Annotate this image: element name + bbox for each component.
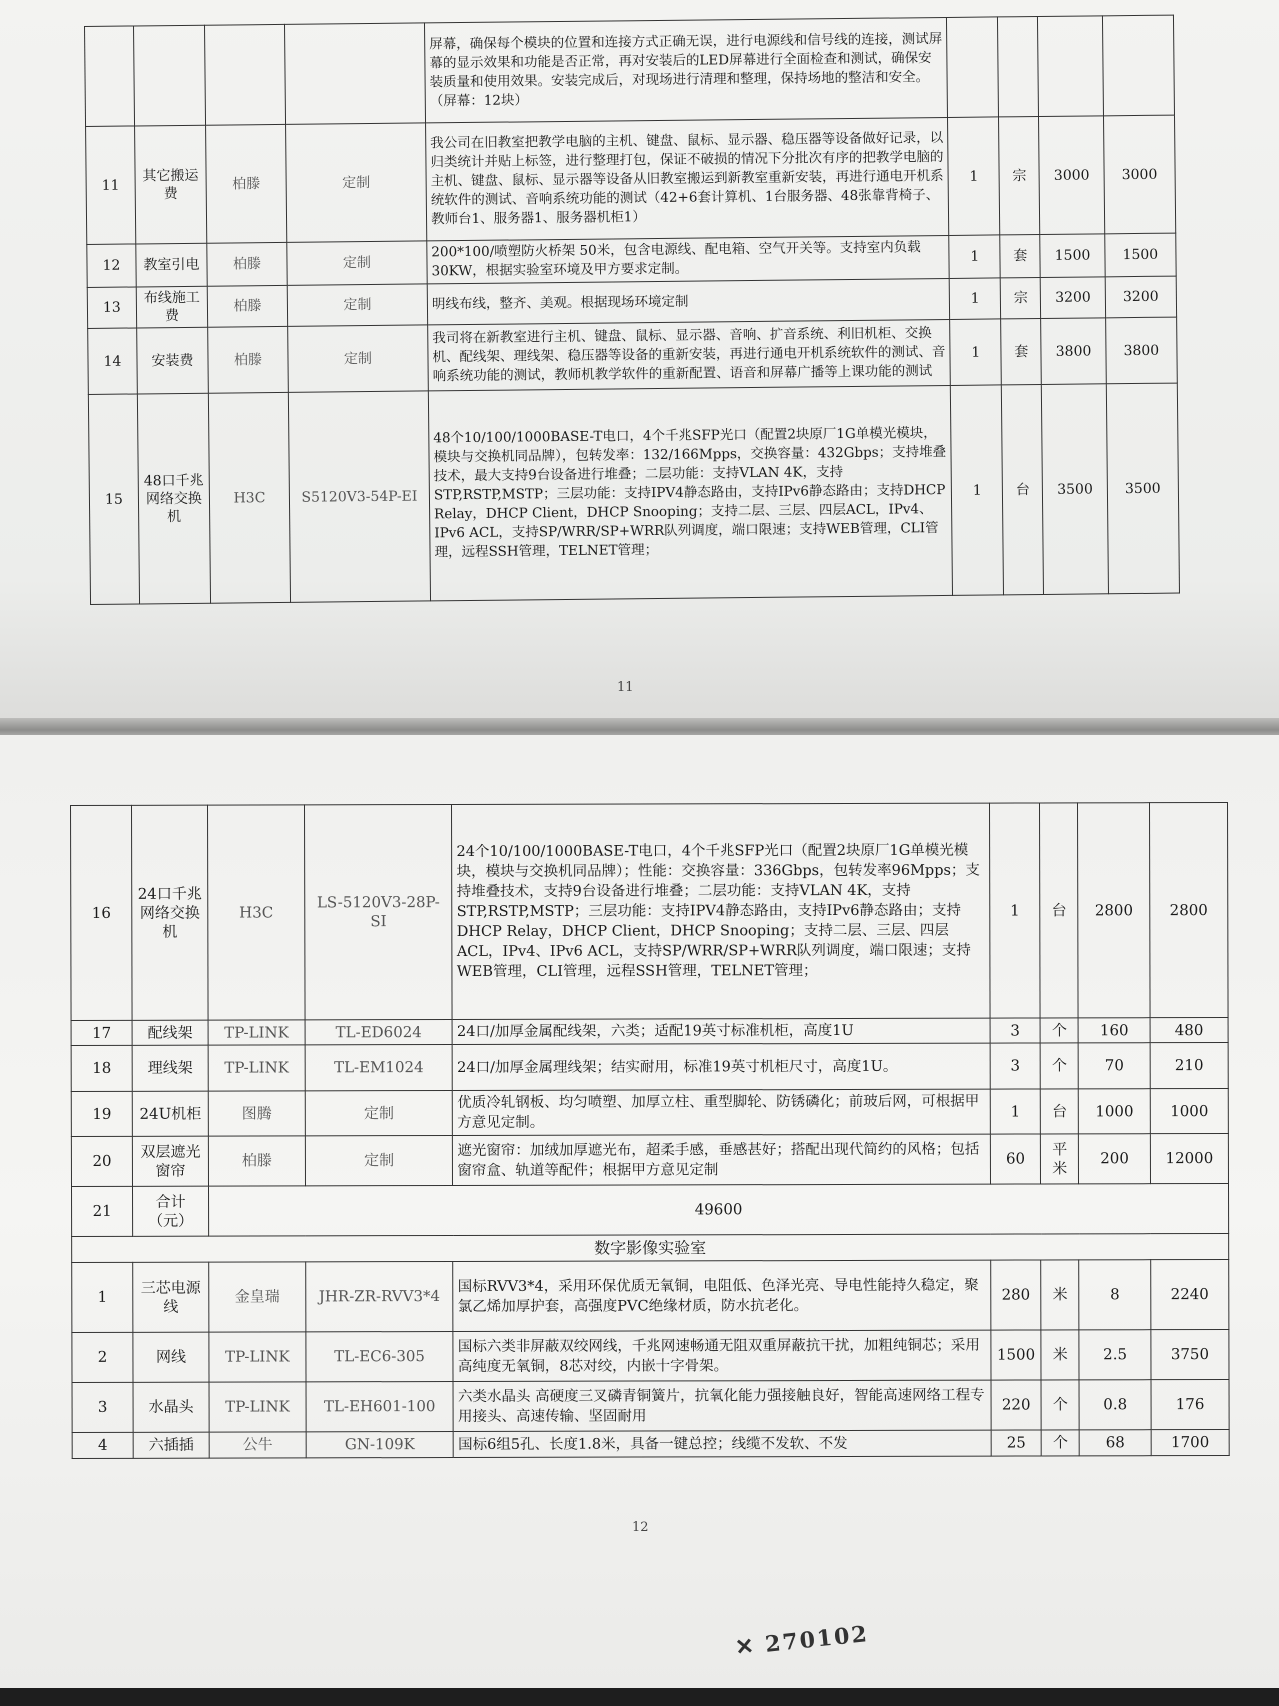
cell-name: 配线架 (132, 1020, 208, 1045)
table-row (71, 1088, 1228, 1136)
cell-brand: 图腾 (208, 1091, 305, 1136)
total-label: 合计（元） (133, 1186, 209, 1236)
cell-total: 1700 (1151, 1429, 1229, 1455)
cell-model: 定制 (288, 325, 429, 392)
cell-spec: 国标RVV3*4，采用环保优质无氧铜，电阻低、色泽光亮、导电性能持久稳定，聚氯乙烯加厚护套，高强度PVC绝缘材质，防水抗老化。 (453, 1260, 991, 1331)
cell-qty: 60 (990, 1134, 1041, 1184)
cell-name: 水晶头 (133, 1382, 209, 1432)
cell-unit: 米 (1041, 1330, 1079, 1380)
cell-model: 定制 (305, 1090, 453, 1135)
cell-price: 68 (1079, 1430, 1151, 1456)
cell-qty: 1 (950, 319, 1002, 386)
cell-unit: 米 (1041, 1260, 1079, 1330)
table-row (72, 1379, 1229, 1432)
table-row (72, 1259, 1229, 1332)
top-page (0, 0, 1279, 725)
cell-brand: H3C (207, 805, 305, 1020)
cell-qty: 3 (990, 1018, 1041, 1043)
cell-qty: 1 (949, 235, 1001, 279)
cell-total: 1000 (1150, 1088, 1228, 1133)
cell-price: 3500 (1042, 384, 1109, 595)
cell-qty: 3 (990, 1043, 1041, 1089)
cell-spec: 24个10/100/1000BASE-T电口，4个千兆SFP光口（配置2块原厂1G单模光模块，模块与交换机同品牌）；性能：交换容量：336Gbps，包转发率96Mpps；支持堆叠技术，支持9台设备进行堆叠；二层功能：支持VLAN 4K，支持STP,RSTP,MSTP；三层功能：支持IPV4静态路由，支持IPv6静态路由；支持DHCP Relay，DHCP Client，DHCP Snooping；支持二层、三层、四层ACL，IPv4、IPv6 ACL，支持SP/WRR/SP+WRR队列调度，端口限速；支持WEB管理，CLI管理，远程SSH管理，TELNET管理； (452, 803, 990, 1019)
cell-name: 网线 (133, 1332, 209, 1382)
cell-total: 3200 (1105, 276, 1177, 318)
section-title: 数字影像实验室 (72, 1233, 1229, 1262)
cell-unit: 台 (1002, 384, 1044, 594)
cell-spec: 国标六类非屏蔽双绞网线，千兆网速畅通无阻双重屏蔽抗干扰，加粗纯铜芯；采用高纯度无氧铜，8芯对绞，内嵌十字骨架。 (453, 1330, 991, 1381)
table-row (71, 1133, 1228, 1186)
cell-total: 480 (1150, 1017, 1228, 1042)
cell-brand: TP-LINK (209, 1382, 306, 1432)
table-row (86, 115, 1176, 244)
cell-price: 0.8 (1079, 1380, 1151, 1430)
cell-brand: 柏滕 (208, 1136, 305, 1186)
cell-total: 2240 (1151, 1259, 1229, 1329)
cell-unit: 个 (1042, 1430, 1080, 1456)
cell-name (133, 25, 205, 126)
cell-no: 17 (71, 1020, 132, 1045)
total-row (71, 1183, 1228, 1236)
cell-total: 176 (1151, 1379, 1229, 1429)
cell-price (1038, 16, 1103, 117)
cell-unit: 台 (1040, 803, 1078, 1018)
cell-unit: 宗 (1001, 277, 1041, 318)
cell-qty: 25 (991, 1430, 1042, 1456)
cell-model: 定制 (287, 284, 427, 326)
total-no: 21 (71, 1186, 132, 1236)
cell-model: GN-109K (306, 1431, 454, 1457)
cell-total: 3750 (1151, 1329, 1229, 1379)
cell-no: 1 (72, 1262, 133, 1332)
cell-model: 定制 (305, 1135, 453, 1185)
cell-total: 210 (1150, 1042, 1228, 1088)
cell-unit: 个 (1041, 1380, 1079, 1430)
cell-unit: 台 (1041, 1089, 1079, 1134)
cell-name: 24口千兆网络交换机 (132, 805, 208, 1020)
cell-no: 4 (72, 1432, 133, 1458)
cell-no: 3 (72, 1382, 133, 1432)
bottom-quote-table (70, 802, 1230, 1459)
seal-stamp: ✕ 270102 (734, 1621, 870, 1661)
cell-price: 3000 (1039, 116, 1105, 235)
cell-name: 24U机柜 (132, 1091, 208, 1136)
cell-total: 12000 (1150, 1133, 1228, 1183)
cell-brand: 金皇瑞 (209, 1262, 306, 1332)
cell-brand: TP-LINK (208, 1045, 305, 1091)
cell-model: TL-EM1024 (305, 1044, 453, 1090)
cell-qty: 1 (948, 117, 1000, 236)
cell-no: 13 (87, 287, 136, 329)
cell-qty: 1 (990, 1089, 1041, 1134)
cell-name: 教室引电 (136, 243, 208, 287)
table-row (71, 1042, 1228, 1091)
cell-spec: 遮光窗帘：加绒加厚遮光布，超柔手感，垂感甚好；搭配出现代简约的风格；包括窗帘盒、轨道等配件；根据甲方意见定制 (453, 1134, 991, 1185)
table-row (72, 1329, 1229, 1382)
cell-model: TL-EC6-305 (306, 1331, 454, 1381)
cell-model: LS-5120V3-28P-SI (304, 805, 452, 1020)
cell-name: 双层遮光窗帘 (132, 1136, 208, 1186)
total-value: 49600 (208, 1183, 1228, 1236)
cell-qty: 280 (991, 1260, 1042, 1330)
cell-unit (998, 17, 1039, 117)
cell-price: 2.5 (1079, 1330, 1151, 1380)
cell-qty: 220 (991, 1380, 1042, 1430)
top-quote-table (84, 15, 1180, 605)
cell-qty: 1 (989, 803, 1040, 1018)
cell-total: 2800 (1149, 802, 1228, 1017)
cell-no: 12 (87, 244, 136, 288)
table-row (71, 802, 1229, 1020)
cell-brand: H3C (208, 392, 290, 603)
cell-unit: 套 (1000, 234, 1040, 277)
cell-qty (947, 17, 999, 118)
cell-name: 48口千兆网络交换机 (137, 393, 210, 604)
table-row (72, 1429, 1229, 1458)
cell-price: 2800 (1078, 803, 1150, 1018)
cell-unit: 个 (1041, 1043, 1079, 1089)
cell-name: 三芯电源线 (133, 1262, 209, 1332)
cell-no: 18 (71, 1045, 132, 1091)
cell-spec: 24口/加厚金属配线架，六类；适配19英寸标准机柜，高度1U (452, 1018, 989, 1044)
table-row (85, 15, 1175, 126)
cell-model: JHR-ZR-RVV3*4 (306, 1261, 454, 1331)
cell-model: 定制 (287, 241, 427, 285)
cell-brand: 柏滕 (208, 326, 289, 393)
cell-name: 安装费 (137, 327, 209, 394)
cell-name: 其它搬运费 (134, 125, 206, 244)
cell-brand: 柏滕 (207, 242, 287, 286)
cell-model: TL-ED6024 (305, 1019, 453, 1044)
cell-model: TL-EH601-100 (306, 1381, 454, 1431)
cell-model: 定制 (286, 123, 427, 242)
cell-total: 3500 (1106, 383, 1179, 594)
cell-no: 11 (86, 126, 136, 245)
cell-no: 15 (88, 394, 139, 605)
cell-spec: 优质冷轧钢板、均匀喷塑、加厚立柱、重型脚轮、防锈磷化；前玻后网，可根据甲方意见定制。 (453, 1089, 991, 1135)
cell-spec: 六类水晶头 高硬度三叉磷青铜簧片，抗氧化能力强接触良好，智能高速网络工程专用接头、高速传输、坚固耐用 (453, 1380, 991, 1431)
table-row (88, 317, 1178, 394)
cell-total: 3800 (1105, 317, 1177, 384)
cell-price: 8 (1079, 1260, 1151, 1330)
cell-price: 200 (1079, 1134, 1151, 1184)
scan-edge (0, 1688, 1279, 1706)
cell-price: 3200 (1041, 277, 1106, 319)
cell-no: 2 (72, 1332, 133, 1382)
cell-name: 六插插 (133, 1432, 209, 1458)
cell-brand: 公牛 (209, 1432, 306, 1458)
cell-name: 理线架 (132, 1045, 208, 1091)
page-number-bottom: 12 (632, 1520, 649, 1535)
cell-spec: 屏幕，确保每个模块的位置和连接方式正确无误，进行电源线和信号线的连接，测试屏幕的显示效果和功能是否正常，再对安装后的LED屏幕进行全面检查和测试，确保安装质量和使用效果。安装完成后，对现场进行清理和整理，保持场地的整洁和安全。（屏幕：12块） (424, 17, 947, 122)
cell-spec: 明线布线，整齐、美观。根据现场环境定制 (427, 278, 950, 324)
cell-spec: 我公司在旧教室把教学电脑的主机、键盘、鼠标、显示器、稳压器等设备做好记录，以归类统计并贴上标签，进行整理打包，保证不破损的情况下分批次有序的把教学电脑的主机、键盘、鼠标、显示器等设备从旧教室搬运到新教室重新安装，再进行通电开机系统软件的测试、音响系统功能的测试（42+6套计算机、1台服务器、48张靠背椅子、教师台1、服务器1、服务器机柜1） (426, 117, 949, 240)
page-number-top: 11 (617, 680, 634, 695)
cell-total: 1500 (1105, 233, 1177, 277)
cell-name: 布线施工费 (136, 286, 208, 328)
cell-spec: 48个10/100/1000BASE-T电口，4个千兆SFP光口（配置2块原厂1G单模光模块，模块与交换机同品牌），包转发率：132/166Mpps，交换容量：432Gbps；支持堆叠技术，最大支持9台设备进行堆叠；二层功能：支持VLAN 4K，支持STP,RSTP,MSTP；三层功能：支持IPV4静态路由，支持IPv6静态路由；支持DHCP Relay，DHCP Client，DHCP Snooping；支持二层、三层、四层ACL，IPv4、IPv6 ACL，支持SP/WRR/SP+WRR队列调度，端口限速；支持WEB管理，CLI管理，远程SSH管理，TELNET管理； (428, 385, 952, 600)
cell-no: 14 (88, 328, 138, 395)
cell-brand: TP-LINK (209, 1332, 306, 1382)
cell-qty: 1500 (991, 1330, 1042, 1380)
cell-model (284, 23, 425, 124)
table-row (88, 383, 1179, 604)
cell-unit: 宗 (999, 117, 1040, 235)
cell-spec: 我司将在新教室进行主机、键盘、鼠标、显示器、音响、扩音系统、利旧机柜、交换机、配线架、理线架、稳压器等设备的重新安装，再进行通电开机系统软件的测试、音响系统功能的测试，教师机教学软件的重新配置、语音和屏幕广播等上课功能的测试 (428, 319, 951, 390)
table-row (71, 1017, 1228, 1045)
cell-unit: 个 (1040, 1018, 1078, 1043)
cell-qty: 1 (951, 385, 1004, 596)
section-title-row (72, 1233, 1229, 1262)
cell-price: 70 (1078, 1043, 1150, 1089)
cell-model: S5120V3-54P-EI (288, 391, 430, 602)
stamp-text: 270102 (763, 1621, 870, 1658)
cell-no: 16 (71, 805, 133, 1020)
cell-spec: 24口/加厚金属理线架；结实耐用，标准19英寸机柜尺寸，高度1U。 (453, 1043, 991, 1090)
cell-spec: 国标6组5孔、长度1.8米，具备一键总控；线缆不发软、不发 (454, 1430, 991, 1457)
cell-brand: TP-LINK (208, 1020, 305, 1045)
cell-unit: 套 (1001, 318, 1042, 384)
cell-brand: 柏滕 (206, 124, 287, 243)
cell-price: 1000 (1079, 1089, 1151, 1134)
cell-no (85, 26, 135, 127)
cell-no: 19 (71, 1091, 132, 1136)
cell-price: 160 (1078, 1018, 1150, 1043)
cell-spec: 200*100/喷塑防火桥架 50米，包含电源线、配电箱、空气开关等。支持室内负载30KW，根据实验室环境及甲方要求定制。 (427, 235, 950, 283)
cell-price: 3800 (1041, 318, 1106, 385)
cell-unit: 平米 (1041, 1134, 1079, 1184)
cell-total: 3000 (1103, 115, 1175, 234)
cell-total (1102, 15, 1174, 116)
cell-no: 20 (71, 1136, 132, 1186)
cell-brand (204, 24, 285, 125)
cell-qty: 1 (949, 278, 1001, 320)
cell-price: 1500 (1040, 234, 1105, 278)
cell-brand: 柏滕 (207, 285, 287, 327)
